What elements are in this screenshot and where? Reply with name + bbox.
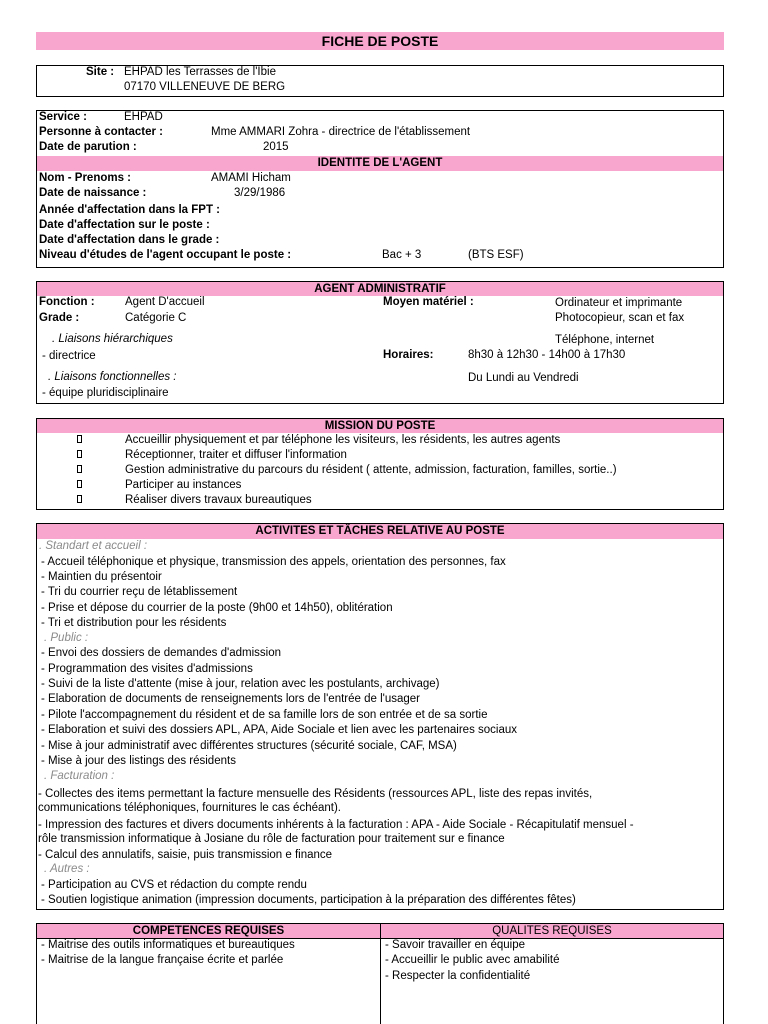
horaires-label: Horaires: xyxy=(383,349,434,361)
mission-item xyxy=(77,448,82,463)
page-title: FICHE DE POSTE xyxy=(36,32,724,50)
activite-item: - Suivi de la liste d'attente (mise à jour, relation avec les postulants, archivage) xyxy=(41,678,440,690)
activite-item: - Accueil téléphonique et physique, transmission des appels, orientation des personnes, fax xyxy=(41,556,506,568)
activite-item: - Programmation des visites d'admissions xyxy=(41,663,253,675)
site-label: Site : xyxy=(86,66,115,78)
jours-value: Du Lundi au Vendredi xyxy=(468,372,579,384)
competences-header: COMPETENCES REQUISES xyxy=(37,924,380,938)
standart-label: . Standart et accueil : xyxy=(39,540,148,552)
activite-item: - Mise à jour administratif avec différentes structures (sécurité sociale, CAF, MSA) xyxy=(41,740,457,752)
liaisons-fonctionnelles-value: - équipe pluridisciplinaire xyxy=(42,387,169,399)
site-line-2: 07170 VILLENEUVE DE BERG xyxy=(124,81,286,93)
mission-item-text: Accueillir physiquement et par téléphone les visiteurs, les résidents, les autres agents xyxy=(125,434,561,446)
competence-item: - Maitrise de la langue française écrite et parlée xyxy=(41,954,284,966)
agent-header: AGENT ADMINISTRATIF xyxy=(37,282,723,296)
activite-item: - Prise et dépose du courrier de la poste (9h00 et 14h50), oblitération xyxy=(41,602,393,614)
annee-fpt-label: Année d'affectation dans la FPT : xyxy=(39,204,221,216)
bullet-icon xyxy=(77,480,82,488)
contact-value: Mme AMMARI Zohra - directrice de l'établissement xyxy=(211,126,471,138)
moyen-label: Moyen matériel : xyxy=(383,296,474,308)
autres-label: . Autres : xyxy=(44,863,90,875)
activite-item: - Maintien du présentoir xyxy=(41,571,162,583)
bullet-icon xyxy=(77,435,82,443)
mission-item xyxy=(77,493,82,508)
activite-item: - Mise à jour des listings des résidents xyxy=(41,755,236,767)
activite-item: - Collectes des items permettant la facture mensuelle des Résidents (ressources APL, liste des repas invités, xyxy=(38,788,593,800)
service-label: Service : xyxy=(39,111,87,123)
activite-item: - Impression des factures et divers documents inhérents à la facturation : APA - Aide Sociale - Récapitulatif mensuel - xyxy=(38,819,634,831)
bullet-icon xyxy=(77,495,82,503)
fonction-value: Agent D'accueil xyxy=(125,296,205,308)
mission-item xyxy=(77,463,82,478)
competence-item: - Maitrise des outils informatiques et bureautiques xyxy=(41,939,295,951)
service-value: EHPAD xyxy=(124,111,163,123)
nom-value: AMAMI Hicham xyxy=(211,172,291,184)
public-label: . Public : xyxy=(44,632,89,644)
date-grade-label: Date d'affectation dans le grade : xyxy=(39,234,220,246)
naissance-label: Date de naissance : xyxy=(39,187,147,199)
mission-item-text: Réceptionner, traiter et diffuser l'information xyxy=(125,449,347,461)
activite-item: - Elaboration et suivi des dossiers APL, APA, Aide Sociale et lien avec les partenaires sociaux xyxy=(41,724,518,736)
qualites-header: QUALITES REQUISES xyxy=(381,924,723,938)
liaisons-hierarchiques-value: - directrice xyxy=(42,350,96,362)
mission-item-text: Gestion administrative du parcours du résident ( attente, admission, facturation, familles, sortie..) xyxy=(125,464,617,476)
grade-label: Grade : xyxy=(39,312,80,324)
mission-item xyxy=(77,433,82,448)
mission-item-text: Participer au instances xyxy=(125,479,242,491)
date-poste-label: Date d'affectation sur le poste : xyxy=(39,219,210,231)
facturation-label: . Facturation : xyxy=(44,770,115,782)
activite-item: communications téléphoniques, fournitures le cas échéant). xyxy=(38,802,342,814)
moyen-line-1: Ordinateur et imprimante xyxy=(555,297,683,309)
activite-item: - Tri du courrier reçu de létablissement xyxy=(41,586,238,598)
bullet-icon xyxy=(77,450,82,458)
identite-header: IDENTITE DE L'AGENT xyxy=(37,156,723,171)
qualite-item: - Accueillir le public avec amabilité xyxy=(385,954,560,966)
horaires-value: 8h30 à 12h30 - 14h00 à 17h30 xyxy=(468,349,626,361)
site-line-1: EHPAD les Terrasses de l'Ibie xyxy=(124,66,276,78)
niveau-label: Niveau d'études de l'agent occupant le poste : xyxy=(39,249,292,261)
moyen-line-3: Téléphone, internet xyxy=(555,334,655,346)
qualite-item: - Respecter la confidentialité xyxy=(385,970,531,982)
niveau-detail: (BTS ESF) xyxy=(468,249,524,261)
moyen-line-2: Photocopieur, scan et fax xyxy=(555,312,685,324)
activite-item: - Soutien logistique animation (impression documents, participation à la préparation des différentes fêtes) xyxy=(41,894,576,906)
activite-item: - Calcul des annulatifs, saisie, puis transmission e finance xyxy=(38,849,333,861)
activites-header: ACTIVITES ET TÂCHES RELATIVE AU POSTE xyxy=(37,524,723,539)
contact-label: Personne à contacter : xyxy=(39,126,163,138)
activite-item: rôle transmission informatique à Josiane du rôle de facturation pour traitement sur e finance xyxy=(38,833,505,845)
fonction-label: Fonction : xyxy=(39,296,95,308)
grade-value: Catégorie C xyxy=(125,312,187,324)
parution-label: Date de parution : xyxy=(39,141,137,153)
liaisons-fonctionnelles-label: . Liaisons fonctionnelles : xyxy=(48,371,177,383)
activite-item: - Pilote l'accompagnement du résident et de sa famille lors de son entrée et de sa sortie xyxy=(41,709,488,721)
niveau-value: Bac + 3 xyxy=(382,249,422,261)
activite-item: - Elaboration de documents de renseignements lors de l'entrée de l'usager xyxy=(41,693,421,705)
parution-value: 2015 xyxy=(263,141,289,153)
qualite-item: - Savoir travailler en équipe xyxy=(385,939,525,951)
bullet-icon xyxy=(77,465,82,473)
liaisons-hierarchiques-label: . Liaisons hiérarchiques xyxy=(52,333,173,345)
mission-header: MISSION DU POSTE xyxy=(37,419,723,433)
nom-label: Nom - Prenoms : xyxy=(39,172,132,184)
mission-item xyxy=(77,478,82,493)
mission-item-text: Réaliser divers travaux bureautiques xyxy=(125,494,312,506)
activite-item: - Envoi des dossiers de demandes d'admission xyxy=(41,647,281,659)
naissance-value: 3/29/1986 xyxy=(234,187,286,199)
activite-item: - Participation au CVS et rédaction du compte rendu xyxy=(41,879,307,891)
activite-item: - Tri et distribution pour les résidents xyxy=(41,617,227,629)
